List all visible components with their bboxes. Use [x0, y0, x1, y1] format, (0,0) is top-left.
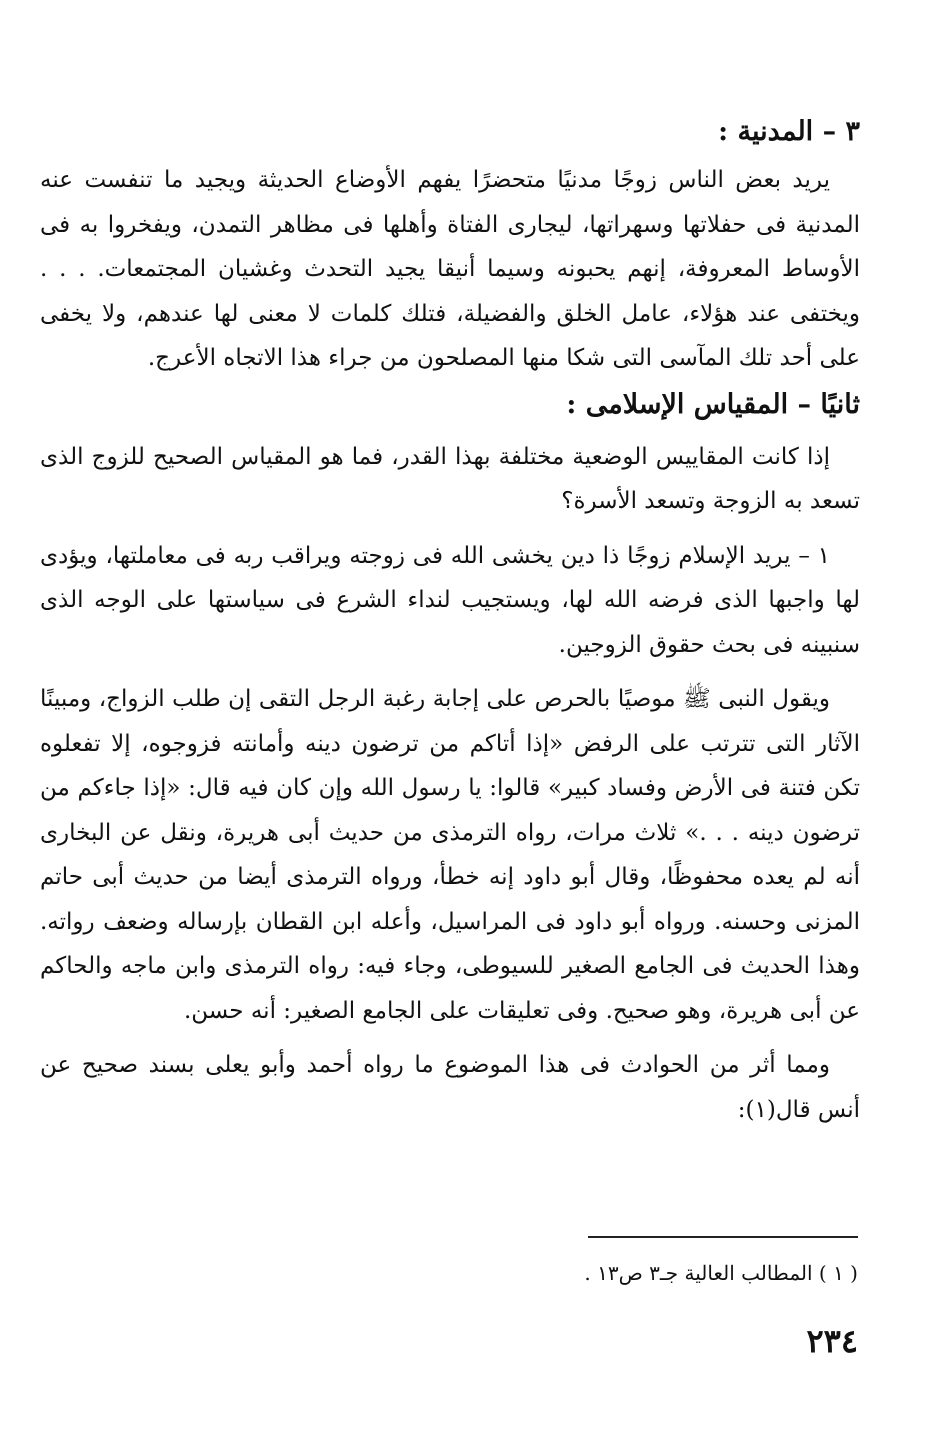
- paragraph-hadith: ويقول النبى ﷺ موصيًا بالحرص على إجابة رغبة الرجل التقى إن طلب الزواج، ومبينًا الآثار التى تترتب على الرفض «إذا أتاكم من ترضون دينه وأمانته فزوجوه، إلا تفعلوه تكن فتنة فى الأرض وفساد كبير» قالوا: يا رسول الله وإن كان فيه قال: «إذا جاءكم من ترضون دينه . . .» ثلاث مرات، رواه الترمذى من حديث أبى هريرة، ونقل عن البخارى أنه لم يعده محفوظًا، وقال أبو داود إنه خطأ، ورواه الترمذى أيضا من حديث أبى حاتم المزنى وحسنه. ورواه أبو داود فى المراسيل، وأعله ابن القطان بإرساله وضعف رواته. وهذا الحديث فى الجامع الصغير للسيوطى، وجاء فيه: رواه الترمذى وابن ماجه والحاكم عن أبى هريرة، وهو صحيح. وفى تعليقات على الجامع الصغير: أنه حسن.: [40, 686, 860, 1024]
- section-heading-civility: ٣ – المدنية :: [718, 116, 860, 147]
- paragraph-anas-narration: ومما أثر من الحوادث فى هذا الموضوع ما رواه أحمد وأبو يعلى بسند صحيح عن أنس قال(١):: [40, 1052, 860, 1123]
- footnote: ( ١ ) المطالب العالية جـ٣ ص١٣ .: [584, 1261, 858, 1285]
- paragraph-measure-question: إذا كانت المقاييس الوضعية مختلفة بهذا القدر، فما هو المقياس الصحيح للزوج الذى تسعد به الزوجة وتسعد الأسرة؟: [40, 443, 860, 514]
- paragraph-civility: يريد بعض الناس زوجًا مدنيًا متحضرًا يفهم الأوضاع الحديثة ويجيد ما تنفست عنه المدنية فى حفلاتها وسهراتها، ليجارى الفتاة وأهلها فى مظاهر التمدن، ويفخروا به فى الأوساط المعروفة، إنهم يحبونه وسيما أنيقا يجيد التحدث وغشيان المجتمعات. . . . ويختفى عند هؤلاء، عامل الخلق والفضيلة، فتلك كلمات لا معنى لها عندهم، ولا يخفى على أحد تلك المآسى التى شكا منها المصلحون من جراء هذا الاتجاه الأعرج.: [40, 167, 860, 371]
- paragraph-religious-husband: ١ – يريد الإسلام زوجًا ذا دين يخشى الله فى زوجته ويراقب ربه فى معاملتها، ويؤدى لها واجبها الذى فرضه الله لها، ويستجيب لنداء الشرع فى سياستها على الوجه الذى سنبينه فى بحث حقوق الزوجين.: [40, 542, 860, 658]
- section-heading-islamic-measure: ثانيًا – المقياس الإسلامى :: [566, 388, 860, 420]
- page-body: [40, 112, 860, 1132]
- footnote-divider: [588, 1236, 858, 1238]
- page-number: ٢٣٤: [806, 1322, 858, 1360]
